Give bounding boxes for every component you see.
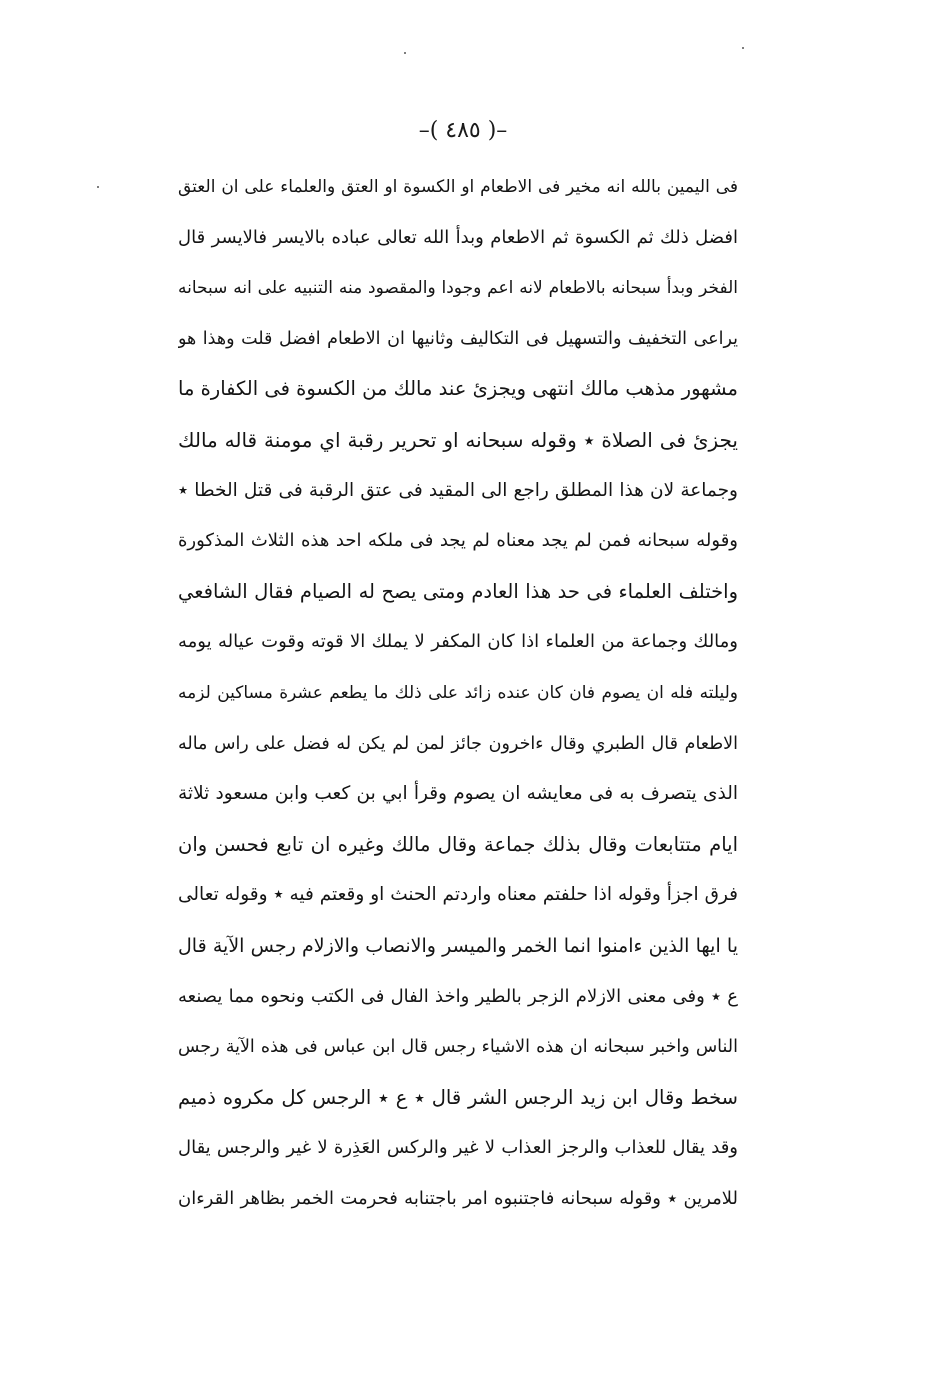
scan-speck bbox=[404, 52, 406, 54]
page-number: –( ٤٨٥ )– bbox=[418, 118, 508, 143]
scan-speck bbox=[97, 186, 99, 188]
text-line: يا ايها الذين ءامنوا انما الخمر والميسر والانصاب والازلام رجس الآية قال bbox=[178, 934, 738, 957]
text-line: فى اليمين بالله انه مخير فى الاطعام او الكسوة او العتق والعلماء على ان العتق bbox=[178, 177, 738, 197]
text-line: وليلته فله ان يصوم فان كان عنده زائد على ذلك ما يطعم عشرة مساكين لزمه bbox=[178, 682, 738, 703]
text-line: ايام متتابعات وقال بذلك جماعة وقال مالك وغيره ان تابع فحسن وان bbox=[178, 832, 738, 856]
text-line: الفخر وبدأ سبحانه بالاطعام لانه اعم وجودا والمقصود منه التنبيه على انه سبحانه bbox=[178, 278, 738, 299]
text-line: يجزئ فى الصلاة ٭ وقوله سبحانه او تحرير رقبة اي مومنة قاله مالك bbox=[178, 427, 738, 452]
text-line: افضل ذلك ثم الكسوة ثم الاطعام وبدأ الله تعالى عباده بالايسر فالايسر قال bbox=[178, 226, 738, 248]
text-line: وقد يقال للعذاب والرجز العذاب لا غير والركس العَذِرة لا غير والرجس يقال bbox=[178, 1137, 738, 1159]
text-line: الاطعام قال الطبري وقال ءاخرون جائز لمن لم يكن له فضل على راس ماله bbox=[178, 733, 738, 754]
body-text bbox=[178, 162, 738, 1224]
text-line: سخط وقال ابن زيد الرجس الشر قال ٭ ع ٭ الرجس كل مكروه ذميم bbox=[178, 1085, 738, 1109]
text-line: ومالك وجماعة من العلماء اذا كان المكفر لا يملك الا قوته وقوت عياله يومه bbox=[178, 631, 738, 653]
text-line: ع ٭ وفى معنى الازلام الزجر بالطير واخذ الفال فى الكتب ونحوه مما يصنعه bbox=[178, 985, 738, 1007]
text-line: الذى يتصرف به فى معايشه ان يصوم وقرأ ابي بن كعب وابن مسعود ثلاثة bbox=[178, 783, 738, 805]
scan-speck bbox=[742, 47, 744, 49]
text-line: فرق اجزأ وقوله اذا حلفتم معناه واردتم الحنث او وقعتم فيه ٭ وقوله تعالى bbox=[178, 884, 738, 906]
text-line: وقوله سبحانه فمن لم يجد معناه لم يجد فى ملكه احد هذه الثلاث المذكورة bbox=[178, 530, 738, 552]
text-line: مشهور مذهب مالك انتهى ويجزئ عند مالك من الكسوة فى الكفارة ما bbox=[178, 377, 738, 401]
text-line: الناس واخبر سبحانه ان هذه الاشياء رجس قال ابن عباس فى هذه الآية رجس bbox=[178, 1037, 738, 1058]
text-line: وجماعة لان هذا المطلق راجع الى المقيد فى عتق الرقبة فى قتل الخطا ٭ bbox=[178, 479, 738, 501]
text-line: يراعى التخفيف والتسهيل فى التكاليف وثانيها ان الاطعام افضل قلت وهذا هو bbox=[178, 328, 738, 349]
text-line: للامرين ٭ وقوله سبحانه فاجتنبوه امر باجتنابه فحرمت الخمر بظاهر القرءان bbox=[178, 1187, 738, 1209]
text-line: واختلف العلماء فى حد هذا العادم ومتى يصح له الصيام فقال الشافعي bbox=[178, 579, 738, 603]
